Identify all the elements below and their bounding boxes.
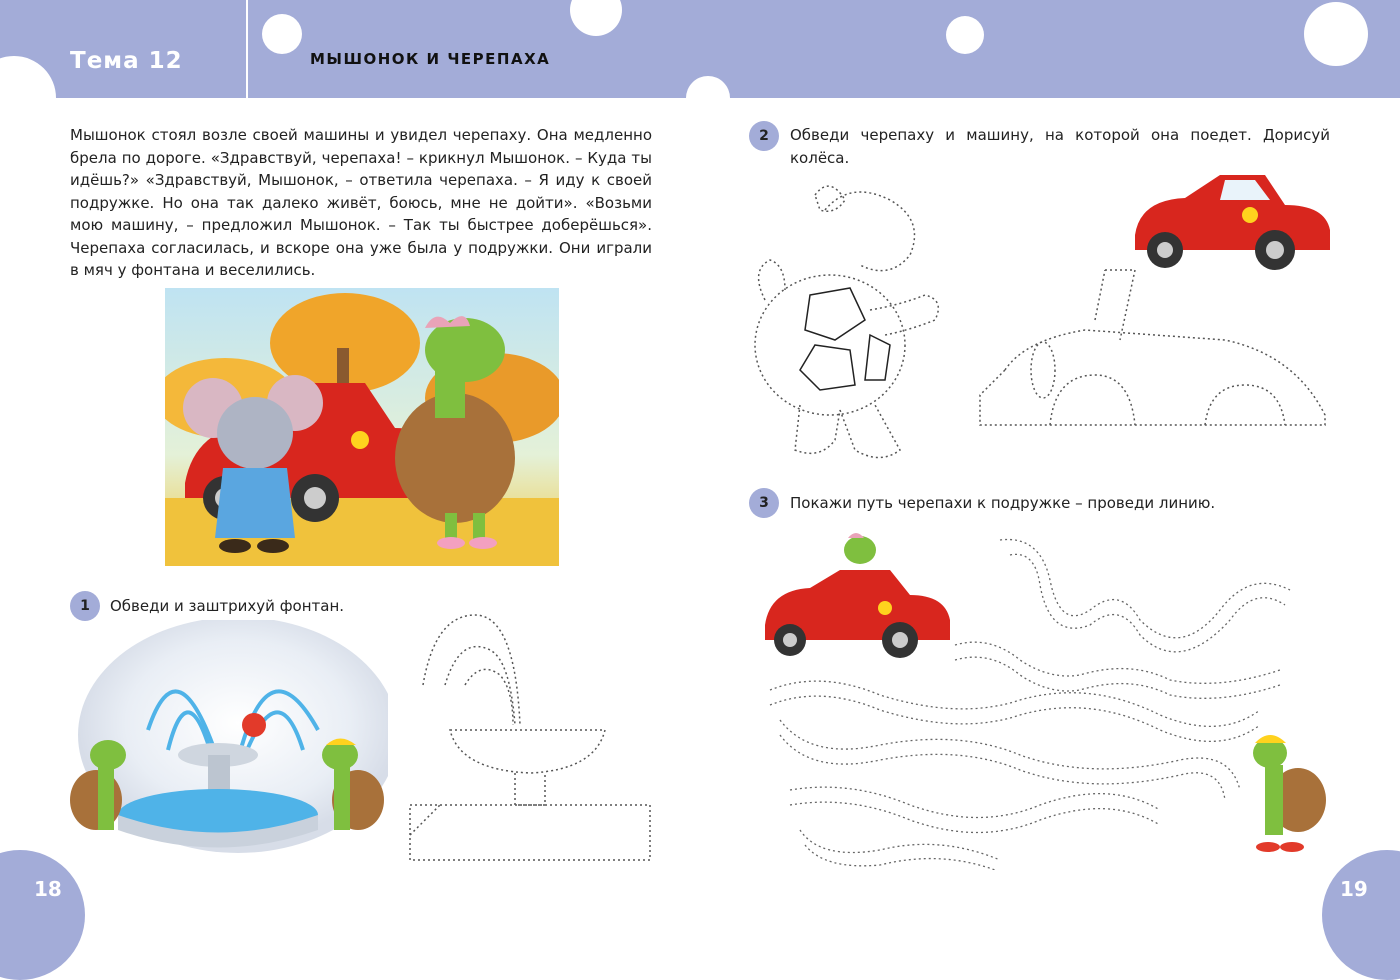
task-text-3: Покажи путь черепахи к подружке – проведи линию. — [790, 494, 1216, 512]
car-illustration — [1125, 160, 1335, 275]
fountain-illustration — [68, 620, 388, 860]
task-text-1: Обведи и заштрихуй фонтан. — [110, 597, 345, 615]
decor-dot — [946, 16, 984, 54]
decor-dot — [570, 0, 622, 36]
story-illustration — [165, 288, 559, 566]
page-number-right: 19 — [1340, 877, 1368, 901]
turtle-outline — [740, 170, 950, 470]
ball — [242, 713, 266, 737]
task-number-3: 3 — [749, 488, 779, 518]
car-outline — [975, 265, 1335, 470]
decor-dot — [1304, 2, 1368, 66]
page-number-left: 18 — [34, 877, 62, 901]
task-number-2: 2 — [749, 121, 779, 151]
decor-dot — [262, 14, 302, 54]
task-text-2: Обведи черепаху и машину, на которой она поедет. Дорисуй колёса. — [790, 126, 1330, 167]
friend-turtle — [1240, 725, 1330, 860]
story-text: Мышонок стоял возле своей машины и увидел черепаху. Она медленно брела по дороге. «Здравствуй, черепаха! – крикнул Мышонок. – Куда ты идёшь?» «Здравствуй, Мышонок, – ответила черепаха. – Я иду к своей подружке. Но она так далеко живёт, боюсь, мне не дойти». «Возьми мою машину, – предложил Мышонок. – Так ты быстрее доберёшься». Черепаха согласилась, и вскоре она уже была у подружки. Они играли в мяч у фонтана и веселились. — [70, 126, 652, 279]
task-number-1: 1 — [70, 591, 100, 621]
page-corner-right — [1322, 850, 1400, 980]
decor-dot — [0, 56, 56, 98]
header-band — [0, 0, 1400, 98]
page-corner-left — [0, 850, 85, 980]
fountain-outline — [405, 605, 655, 865]
page-title: МЫШОНОК И ЧЕРЕПАХА — [310, 50, 551, 68]
header-divider — [246, 0, 248, 98]
topic-label: Тема 12 — [70, 48, 183, 74]
decor-dot — [686, 76, 730, 98]
turtle-left — [70, 740, 126, 830]
